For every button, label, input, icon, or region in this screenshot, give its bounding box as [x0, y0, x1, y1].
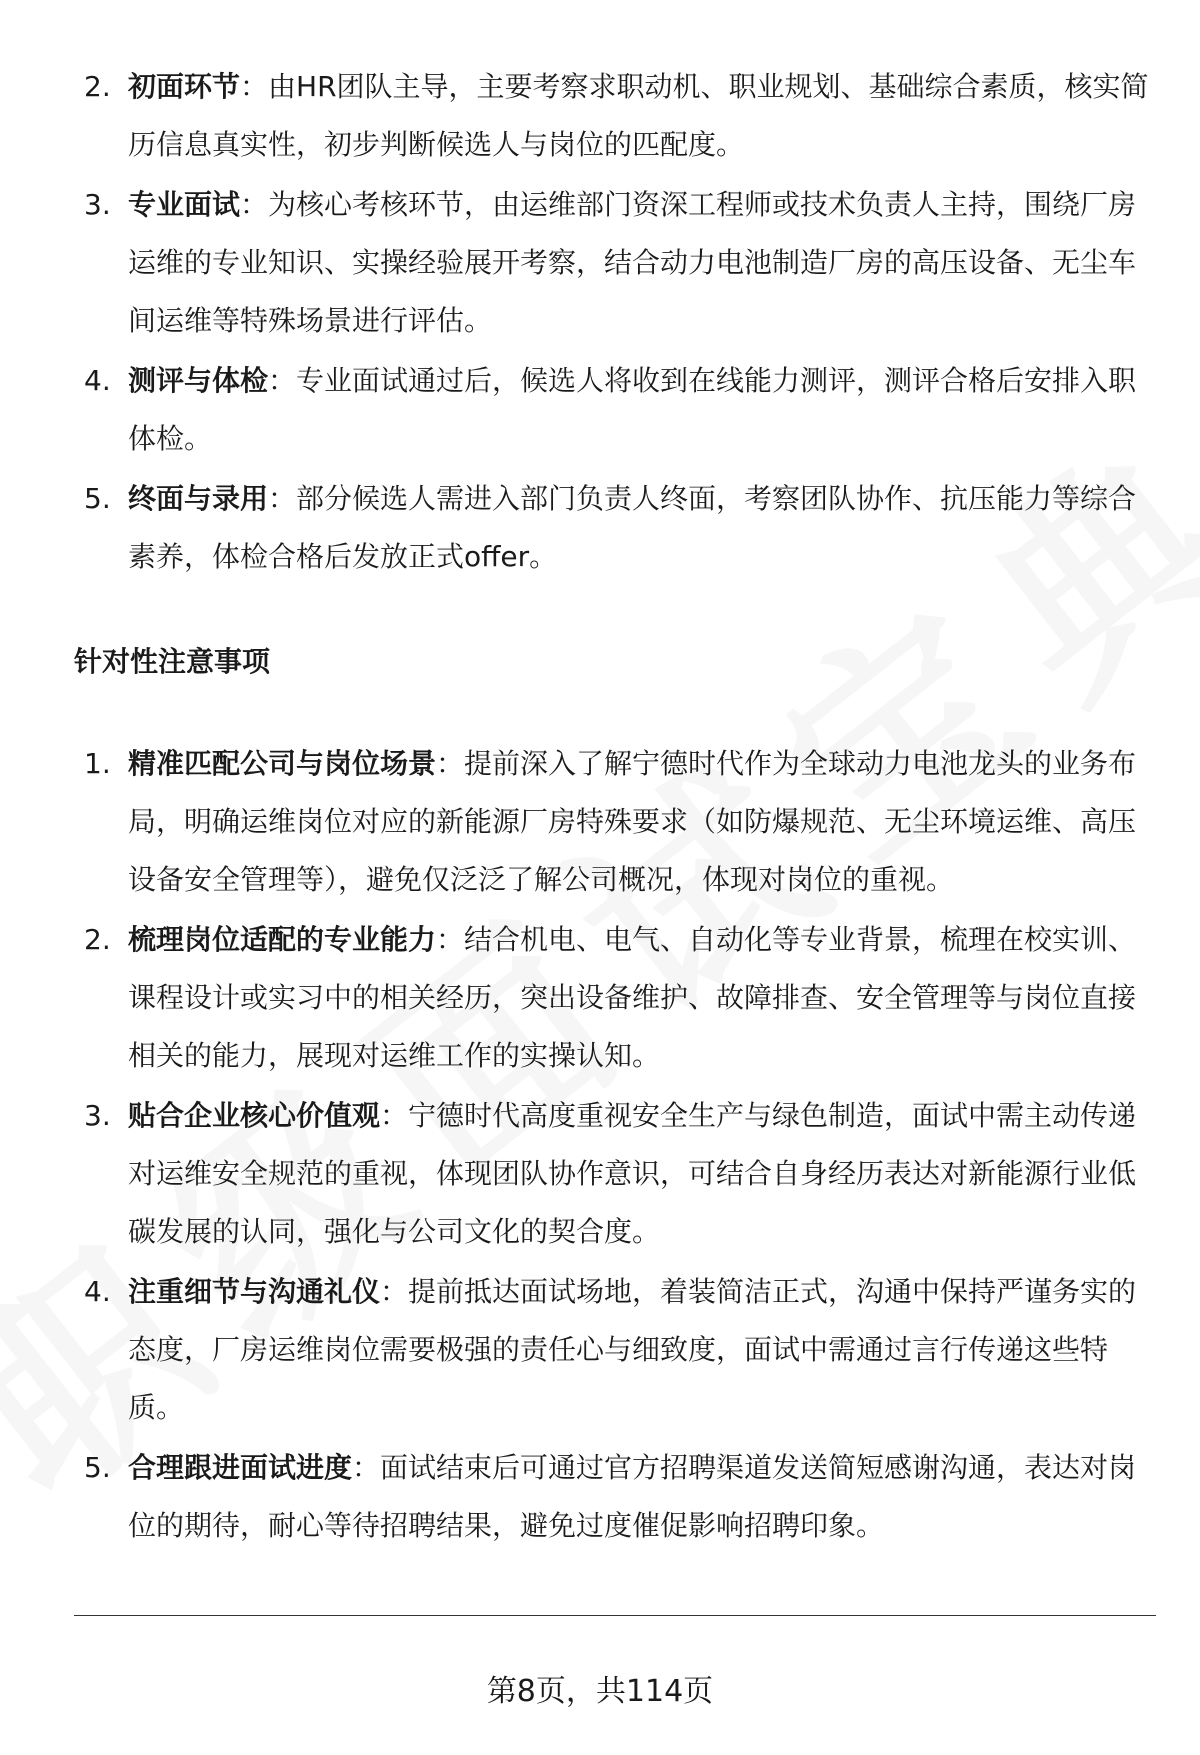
- item-term: 精准匹配公司与岗位场景: [128, 747, 437, 780]
- item-term: 贴合企业核心价值观: [128, 1099, 381, 1132]
- item-separator: ：: [240, 188, 269, 221]
- list-item: [0, 911, 1200, 1085]
- item-term: 合理跟进面试进度: [128, 1451, 353, 1484]
- item-number: 5.: [84, 482, 111, 515]
- item-separator: ：: [268, 482, 297, 515]
- item-number: 2.: [84, 923, 111, 956]
- notes-list: [0, 735, 1200, 1557]
- item-separator: ：: [380, 1099, 409, 1132]
- item-number: 4.: [84, 364, 111, 397]
- list-item: [0, 352, 1200, 468]
- item-term: 注重细节与沟通礼仪: [128, 1275, 381, 1308]
- item-number: 3.: [84, 1099, 111, 1132]
- item-text: 提前抵达面试场地，着装简洁正式，沟通中保持严谨务实的态度，厂房运维岗位需要极强的责任心与细致度，面试中需通过言行传递这些特质。: [128, 1275, 1137, 1424]
- item-term: 终面与录用: [128, 482, 269, 515]
- item-text: 部分候选人需进入部门负责人终面，考察团队协作、抗压能力等综合素养，体检合格后发放正式offer。: [128, 482, 1137, 573]
- item-separator: ：: [240, 70, 269, 103]
- item-text: 宁德时代高度重视安全生产与绿色制造，面试中需主动传递对运维安全规范的重视，体现团队协作意识，可结合自身经历表达对新能源行业低碳发展的认同，强化与公司文化的契合度。: [128, 1099, 1137, 1248]
- list-item: [0, 1439, 1200, 1555]
- footer-divider: [74, 1615, 1156, 1616]
- list-item: [0, 176, 1200, 350]
- item-text: 提前深入了解宁德时代作为全球动力电池龙头的业务布局，明确运维岗位对应的新能源厂房特殊要求（如防爆规范、无尘环境运维、高压设备安全管理等），避免仅泛泛了解公司概况，体现对岗位的重视。: [128, 747, 1137, 896]
- item-term: 测评与体检: [128, 364, 269, 397]
- list-item: [0, 735, 1200, 909]
- item-text: 结合机电、电气、自动化等专业背景，梳理在校实训、课程设计或实习中的相关经历，突出设备维护、故障排查、安全管理等与岗位直接相关的能力，展现对运维工作的实操认知。: [128, 923, 1137, 1072]
- item-separator: ：: [436, 747, 465, 780]
- item-number: 3.: [84, 188, 111, 221]
- interview-process-list: [0, 58, 1200, 588]
- item-text: 由HR团队主导，主要考察求职动机、职业规划、基础综合素质，核实简历信息真实性，初步判断候选人与岗位的匹配度。: [128, 70, 1149, 161]
- item-separator: ：: [380, 1275, 409, 1308]
- item-separator: ：: [268, 364, 297, 397]
- item-number: 5.: [84, 1451, 111, 1484]
- list-item: [0, 58, 1200, 174]
- list-item: [0, 1087, 1200, 1261]
- item-term: 专业面试: [128, 188, 241, 221]
- item-term: 初面环节: [128, 70, 241, 103]
- item-number: 4.: [84, 1275, 111, 1308]
- list-item: [0, 470, 1200, 586]
- item-text: 为核心考核环节，由运维部门资深工程师或技术负责人主持，围绕厂房运维的专业知识、实操经验展开考察，结合动力电池制造厂房的高压设备、无尘车间运维等特殊场景进行评估。: [128, 188, 1137, 337]
- section-heading: 针对性注意事项: [74, 645, 271, 678]
- item-term: 梳理岗位适配的专业能力: [128, 923, 437, 956]
- page-number: 第8页，共114页: [486, 1674, 714, 1709]
- item-text: 面试结束后可通过官方招聘渠道发送简短感谢沟通，表达对岗位的期待，耐心等待招聘结果，避免过度催促影响招聘印象。: [128, 1451, 1137, 1542]
- item-separator: ：: [352, 1451, 381, 1484]
- list-item: [0, 1263, 1200, 1437]
- item-text: 专业面试通过后，候选人将收到在线能力测评，测评合格后安排入职体检。: [128, 364, 1137, 455]
- item-number: 1.: [84, 747, 111, 780]
- item-number: 2.: [84, 70, 111, 103]
- item-separator: ：: [436, 923, 465, 956]
